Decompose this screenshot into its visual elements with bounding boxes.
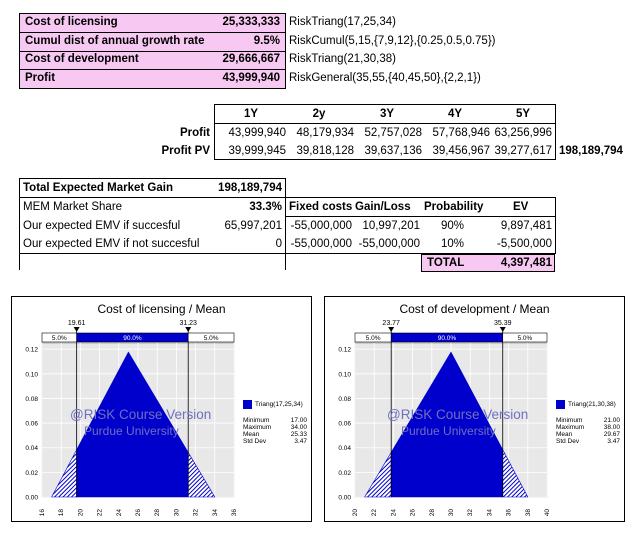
profit-cell[interactable]: 48,179,934 — [296, 127, 354, 139]
header-probability: Probability — [424, 201, 484, 213]
assumption-value[interactable]: 43,999,940 — [222, 72, 280, 84]
profit-cell[interactable]: 52,757,028 — [364, 127, 422, 139]
band-right-label: 5.0% — [517, 335, 533, 342]
share-value[interactable]: 33.3% — [249, 201, 282, 213]
marker-triangle — [388, 327, 394, 332]
band-middle-label: 90.0% — [123, 335, 142, 342]
y-tick-label: 0.00 — [25, 494, 38, 502]
x-tick-label: 20 — [352, 509, 359, 517]
legend-stat-value: 29.67 — [603, 431, 620, 438]
assumption-value[interactable]: 29,666,667 — [222, 53, 280, 65]
x-tick-label: 40 — [544, 509, 551, 517]
x-tick-label: 26 — [409, 509, 417, 517]
x-tick-label: 20 — [77, 509, 85, 517]
assumption-formula[interactable]: RiskGeneral(35,55,{40,45,50},{2,2,1}) — [289, 72, 481, 84]
x-tick-label: 32 — [467, 509, 475, 517]
watermark-line2: Purdue University — [401, 424, 496, 438]
y-tick-label: 0.02 — [25, 469, 38, 477]
pv-total[interactable]: 198,189,794 — [559, 145, 623, 157]
profit-pv-cell[interactable]: 39,456,967 — [432, 145, 490, 157]
legend-stat-value: 3.47 — [607, 438, 620, 445]
emv-gainloss[interactable]: -55,000,000 — [358, 238, 420, 250]
x-tick-label: 36 — [505, 509, 513, 517]
total-label: TOTAL — [427, 257, 465, 269]
x-tick-label: 30 — [448, 509, 455, 517]
marker-triangle — [185, 327, 191, 332]
legend-stat-label: Std Dev — [243, 438, 267, 445]
profit-cell[interactable]: 57,768,946 — [432, 127, 490, 139]
profit-cell[interactable]: 43,999,940 — [228, 127, 286, 139]
marker-left-label: 19.61 — [67, 320, 86, 327]
year-header: 3Y — [379, 108, 395, 120]
y-tick-label: 0.10 — [25, 371, 38, 379]
year-header: 1Y — [243, 108, 259, 120]
watermark-line2: Purdue University — [84, 424, 179, 438]
profit-pv-cell[interactable]: 39,277,617 — [494, 145, 552, 157]
x-tick-label: 36 — [231, 509, 238, 517]
x-tick-label: 18 — [58, 509, 66, 517]
band-left-label: 5.0% — [365, 335, 381, 342]
legend-stat-value: 34.00 — [290, 424, 307, 431]
chart-title: Cost of development / Mean — [399, 302, 550, 316]
emv-probability[interactable]: 90% — [440, 220, 464, 232]
x-tick-label: 30 — [173, 509, 181, 517]
y-tick-label: 0.00 — [338, 494, 351, 502]
marker-right-label: 31.23 — [179, 320, 197, 327]
marker-right-label: 35.39 — [493, 320, 512, 327]
x-tick-label: 22 — [96, 509, 104, 517]
assumption-formula[interactable]: RiskTriang(21,30,38) — [289, 53, 396, 65]
profit-pv-cell[interactable]: 39,637,136 — [364, 145, 422, 157]
legend-stat-label: Mean — [556, 431, 573, 438]
emv-gain[interactable]: 65,997,201 — [224, 220, 282, 232]
marker-triangle — [500, 327, 506, 332]
emv-row-label: Our expected EMV if not succesful — [23, 238, 200, 250]
year-header: 2y — [312, 108, 326, 120]
assumption-label[interactable]: Cost of development — [25, 53, 139, 65]
legend-stat-value: 38.00 — [603, 424, 620, 431]
y-tick-label: 0.04 — [338, 445, 351, 453]
assumption-value[interactable]: 25,333,333 — [222, 16, 280, 28]
emv-fixed[interactable]: -55,000,000 — [290, 238, 352, 250]
watermark-line1: @RISK Course Version — [70, 407, 212, 422]
x-tick-label: 34 — [486, 509, 494, 517]
x-tick-label: 28 — [154, 509, 162, 517]
legend-stat-label: Mean — [243, 431, 260, 438]
share-label: MEM Market Share — [23, 201, 123, 213]
band-middle-label: 90.0% — [437, 335, 457, 342]
assumption-value[interactable]: 9.5% — [253, 35, 280, 47]
legend-stat-label: Minimum — [243, 417, 270, 424]
legend-stat-label: Minimum — [556, 417, 583, 424]
legend-stat-value: 17.00 — [290, 417, 307, 424]
legend-stat-label: Std Dev — [556, 438, 580, 445]
assumption-formula[interactable]: RiskCumul(5,15,{7,9,12},{0.25,0.5,0.75}) — [289, 35, 496, 47]
x-tick-label: 22 — [371, 509, 379, 517]
emv-probability[interactable]: 10% — [440, 238, 464, 250]
total-value[interactable]: 4,397,481 — [500, 257, 552, 269]
x-tick-label: 32 — [192, 509, 200, 517]
total-gain-label: Total Expected Market Gain — [23, 182, 173, 194]
emv-row-label: Our expected EMV if succesful — [23, 220, 181, 232]
emv-ev[interactable]: -5,500,000 — [497, 238, 552, 250]
y-tick-label: 0.08 — [338, 395, 351, 403]
year-header: 4Y — [447, 108, 463, 120]
header-gain-loss: Gain/Loss — [355, 201, 411, 213]
y-tick-label: 0.02 — [338, 469, 351, 477]
legend-name: Triang(17,25,34) — [255, 401, 303, 408]
band-left-label: 5.0% — [51, 335, 67, 342]
chart-title: Cost of licensing / Mean — [97, 302, 226, 316]
y-tick-label: 0.06 — [25, 420, 38, 428]
marker-triangle — [74, 327, 80, 332]
row-divider — [19, 197, 555, 198]
y-tick-label: 0.12 — [25, 346, 38, 354]
marker-left-label: 23.77 — [382, 320, 400, 327]
emv-fixed[interactable]: -55,000,000 — [290, 220, 352, 232]
legend-stat-value: 3.47 — [294, 438, 307, 445]
x-tick-label: 16 — [39, 509, 46, 517]
y-tick-label: 0.08 — [25, 395, 38, 403]
y-tick-label: 0.10 — [338, 371, 351, 379]
legend-swatch — [556, 400, 565, 409]
y-tick-label: 0.06 — [338, 420, 351, 428]
band-right-label: 5.0% — [203, 335, 219, 342]
assumption-label[interactable]: Profit — [25, 72, 56, 84]
legend-swatch — [243, 400, 252, 409]
legend-stat-label: Maximum — [243, 424, 272, 431]
col-divider — [555, 197, 556, 254]
row-label: Profit — [179, 127, 210, 139]
y-tick-label: 0.04 — [25, 445, 38, 453]
legend-stat-label: Maximum — [556, 424, 585, 431]
chart-panel-development[interactable] — [324, 296, 625, 522]
profit-pv-cell[interactable]: 39,818,128 — [296, 145, 354, 157]
emv-gainloss[interactable]: 10,997,201 — [362, 220, 420, 232]
total-gain-value[interactable]: 198,189,794 — [218, 182, 282, 194]
header-ev: EV — [513, 201, 529, 213]
profit-cell[interactable]: 63,256,996 — [494, 127, 552, 139]
profit-pv-cell[interactable]: 39,999,945 — [228, 145, 286, 157]
watermark-line1: @RISK Course Version — [387, 407, 529, 422]
emv-ev[interactable]: 9,897,481 — [500, 220, 552, 232]
assumption-label[interactable]: Cost of licensing — [25, 16, 118, 28]
x-tick-label: 38 — [524, 509, 532, 517]
x-tick-label: 24 — [390, 509, 398, 517]
y-tick-label: 0.12 — [338, 346, 351, 354]
assumption-label[interactable]: Cumul dist of annual growth rate — [25, 35, 205, 47]
legend-stat-value: 21.00 — [603, 417, 620, 424]
chart-panel-licensing[interactable] — [11, 296, 312, 522]
legend-name: Triang(21,30,38) — [568, 401, 616, 408]
year-header: 5Y — [515, 108, 531, 120]
x-tick-label: 34 — [211, 509, 219, 517]
emv-gain[interactable]: 0 — [275, 238, 282, 250]
x-tick-label: 26 — [135, 509, 142, 517]
header-divider — [215, 123, 555, 124]
legend-stat-value: 25.33 — [290, 431, 307, 438]
x-tick-label: 28 — [428, 509, 436, 517]
assumption-formula[interactable]: RiskTriang(17,25,34) — [289, 16, 396, 28]
x-tick-label: 24 — [115, 509, 123, 517]
header-fixed-costs: Fixed costs — [289, 201, 353, 213]
row-divider — [286, 216, 555, 217]
row-label: Profit PV — [161, 145, 210, 157]
